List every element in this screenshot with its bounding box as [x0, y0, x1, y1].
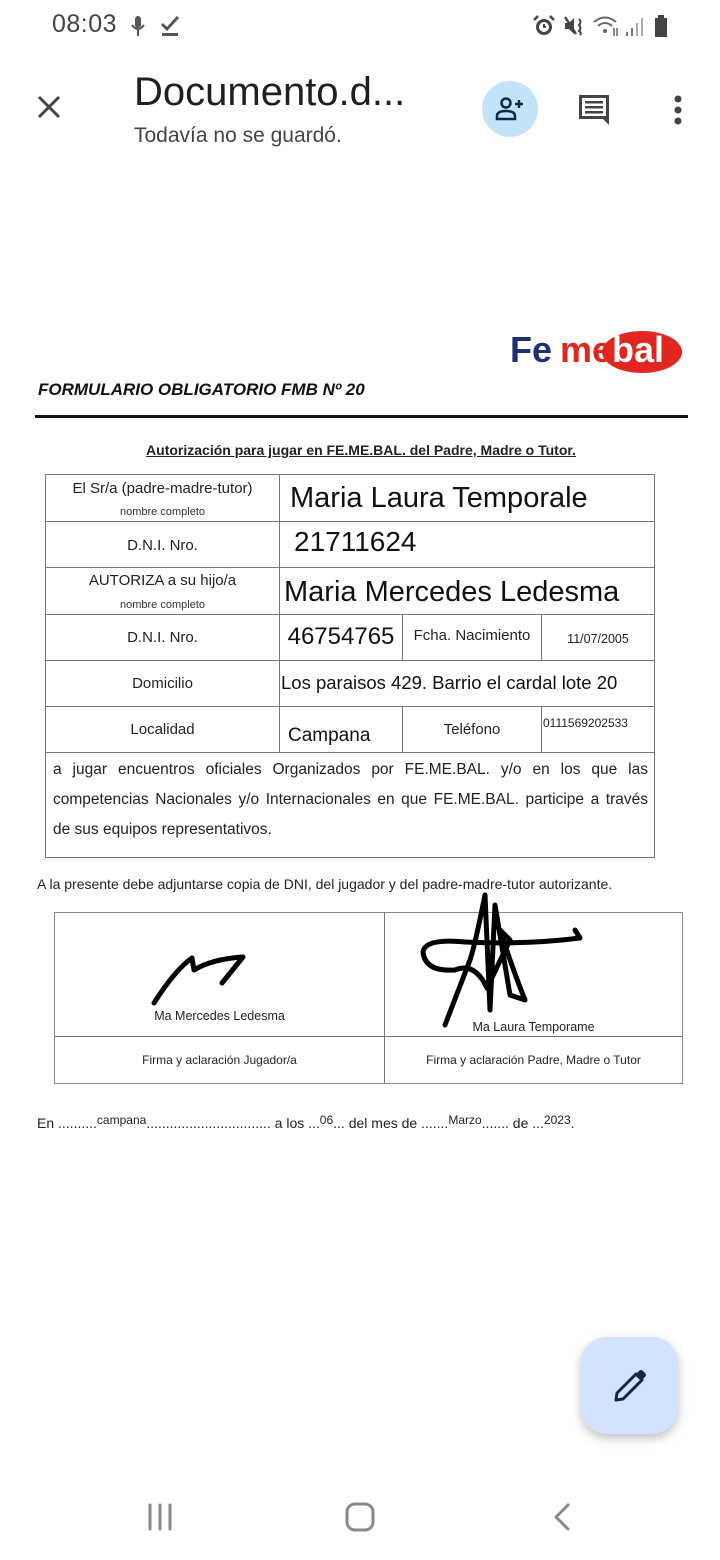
home-icon	[344, 1501, 376, 1533]
person-add-icon	[495, 96, 525, 122]
title-divider	[35, 415, 688, 418]
vibrate-mute-icon	[562, 14, 586, 38]
parent-signature-caption: Firma y aclaración Padre, Madre o Tutor	[426, 1053, 641, 1067]
col-divider	[541, 706, 542, 752]
battery-icon	[652, 14, 670, 38]
parent-name-value: Maria Laura Temporale	[290, 481, 588, 514]
close-icon	[36, 94, 62, 120]
femebal-logo	[508, 328, 684, 374]
back-button[interactable]	[542, 1500, 582, 1534]
birth-date-label: Fcha. Nacimiento	[413, 626, 531, 644]
city-label: Localidad	[130, 720, 195, 738]
comment-icon	[576, 92, 612, 128]
document-title: Documento.d...	[134, 70, 406, 114]
day-prefix: a los ...	[270, 1115, 320, 1131]
signal-icon	[624, 14, 646, 38]
more-vert-icon	[673, 94, 683, 126]
alarm-icon	[532, 14, 556, 38]
player-printed-name: Ma Mercedes Ledesma	[154, 1009, 285, 1023]
month-value: Marzo	[448, 1113, 482, 1127]
birth-date-value: 11/07/2005	[567, 632, 629, 646]
more-options-button[interactable]	[664, 90, 692, 130]
edit-button[interactable]	[581, 1337, 678, 1434]
authorization-title: Autorización para jugar en FE.ME.BAL. del Padre, Madre o Tutor.	[146, 442, 576, 458]
child-dni-value: 46754765	[287, 623, 395, 650]
dotted-leader: ................................	[146, 1115, 271, 1131]
status-time: 08:03	[52, 10, 118, 38]
address-value: Los paraisos 429. Barrio el cardal lote 20	[281, 672, 618, 693]
child-dni-label: D.N.I. Nro.	[127, 628, 198, 646]
back-icon	[552, 1502, 572, 1532]
recents-button[interactable]	[140, 1500, 180, 1534]
parent-sublabel: nombre completo	[120, 506, 205, 518]
parent-label: El Sr/a (padre-madre-tutor)	[72, 479, 253, 497]
address-label: Domicilio	[132, 674, 193, 692]
attachment-note: A la presente debe adjuntarse copia de DNI, del jugador y del padre-madre-tutor autorizante.	[37, 876, 613, 892]
save-status: Todavía no se guardó.	[134, 124, 342, 147]
month-prefix: ... del mes de .......	[333, 1115, 449, 1131]
share-button[interactable]	[482, 81, 538, 137]
recents-icon	[145, 1503, 175, 1531]
player-signature	[140, 945, 250, 1010]
parent-dni-value: 21711624	[294, 526, 417, 557]
parent-signature	[415, 890, 590, 1030]
date-end: .	[570, 1115, 575, 1131]
day-value: 06	[319, 1113, 334, 1127]
parent-dni-label: D.N.I. Nro.	[127, 536, 198, 554]
svg-text:me: me	[560, 329, 613, 370]
form-title: FORMULARIO OBLIGATORIO FMB Nº 20	[38, 380, 365, 399]
svg-text:bal: bal	[612, 329, 665, 370]
close-button[interactable]	[30, 88, 68, 126]
phone-label: Teléfono	[443, 720, 501, 738]
comments-button[interactable]	[574, 90, 614, 130]
authorization-table	[45, 474, 655, 858]
dotted-leader: ..........	[58, 1115, 97, 1131]
year-value: 2023	[543, 1113, 571, 1127]
parent-printed-name: Ma Laura Temporame	[472, 1020, 595, 1034]
year-prefix: ....... de ...	[481, 1115, 544, 1131]
child-label: AUTORIZA a su hijo/a	[88, 571, 237, 589]
child-name-value: Maria Mercedes Ledesma	[284, 575, 620, 608]
wifi-icon	[592, 14, 622, 38]
place-value: campana	[96, 1113, 147, 1127]
city-value: Campana	[288, 725, 371, 746]
svg-text:Fe: Fe	[510, 329, 553, 370]
date-prefix: En	[37, 1115, 59, 1131]
download-done-icon	[158, 14, 182, 38]
edit-pencil-icon	[612, 1368, 648, 1404]
authorization-paragraph: a jugar encuentros oficiales Organizados por FE.ME.BAL. y/o en los que las competencias Nacionales y/o Internacionales en que FE.ME.BAL. participe a través de sus equipos representativos.	[53, 761, 648, 838]
phone-value: 0111569202533	[543, 716, 628, 730]
home-button[interactable]	[340, 1500, 380, 1534]
player-signature-caption: Firma y aclaración Jugador/a	[142, 1053, 297, 1067]
child-sublabel: nombre completo	[120, 599, 205, 611]
microphone-icon	[128, 14, 148, 38]
date-line	[37, 1115, 575, 1131]
